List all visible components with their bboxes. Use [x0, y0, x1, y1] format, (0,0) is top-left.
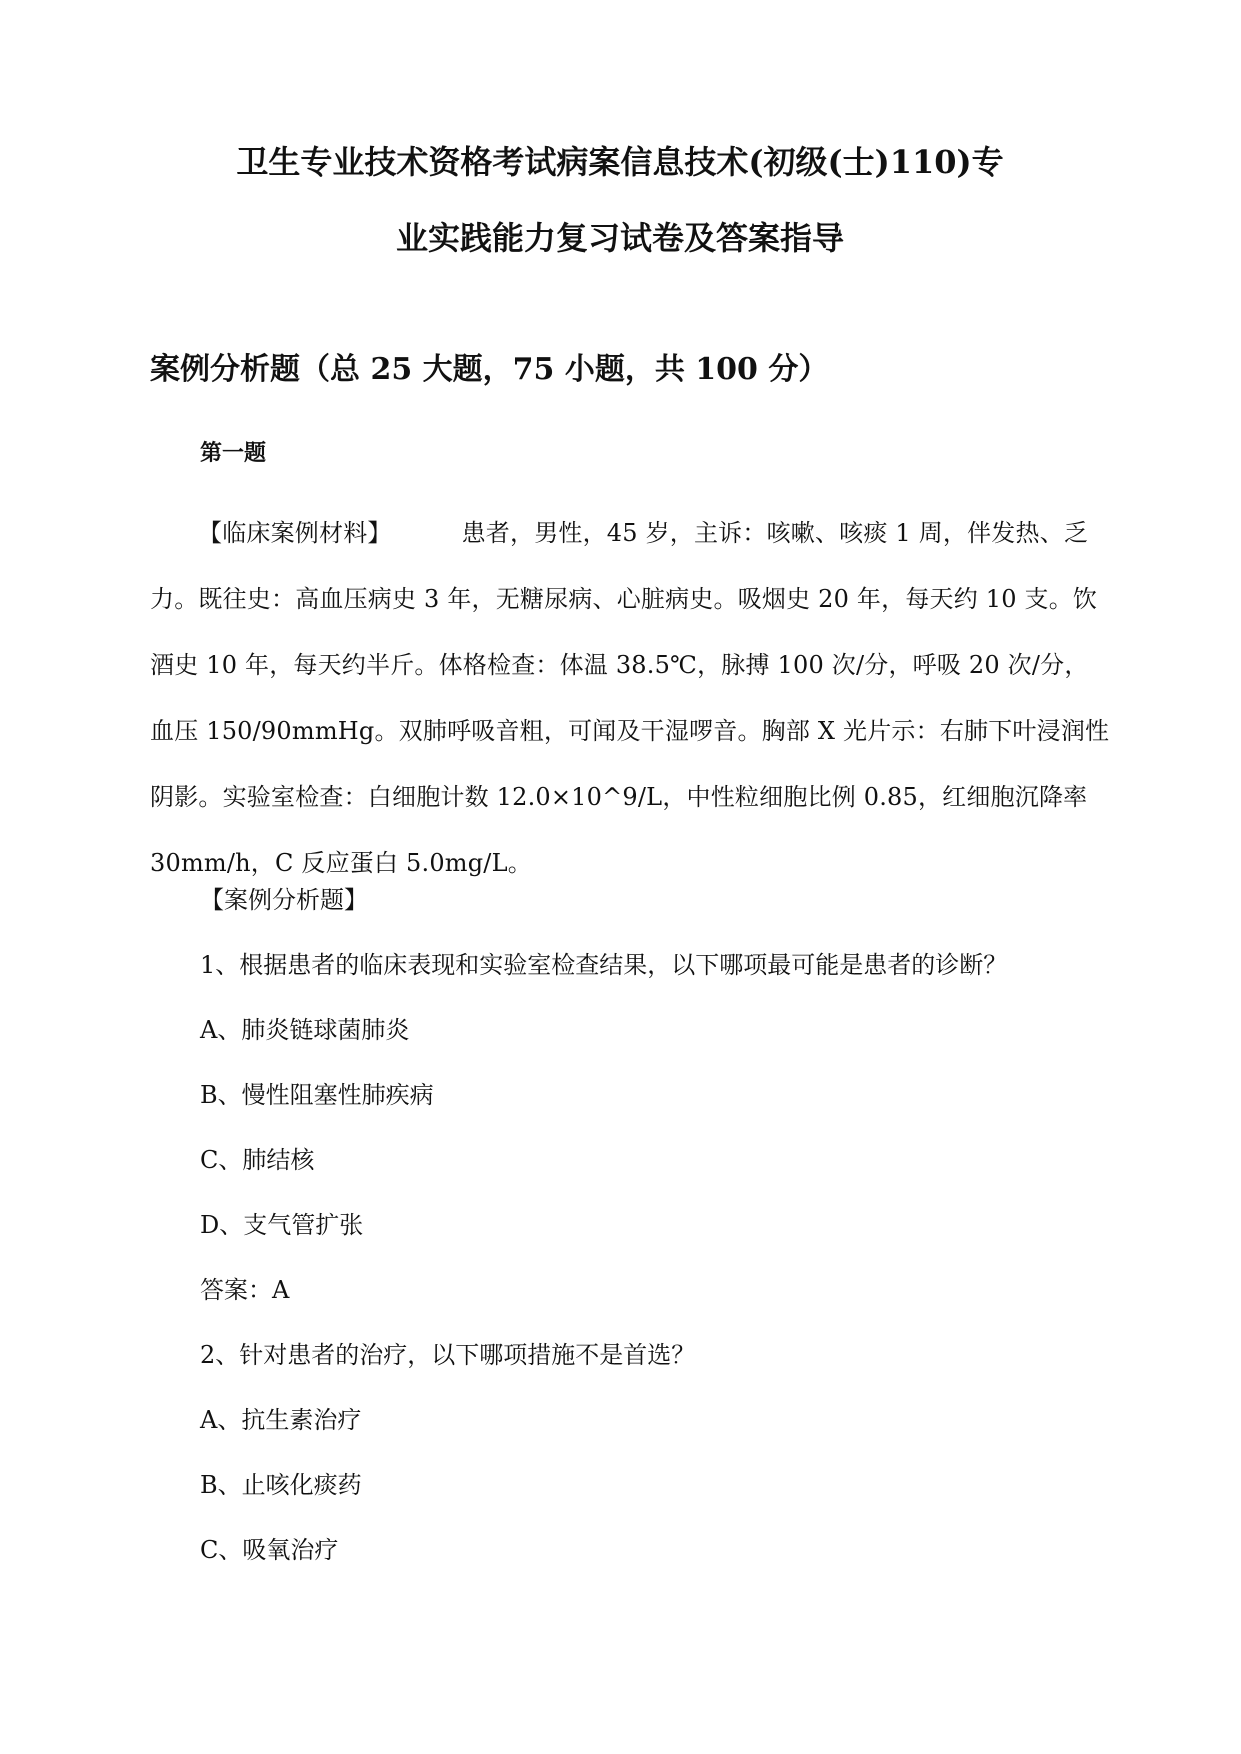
question-2-stem: 2、针对患者的治疗，以下哪项措施不是首选？ [200, 1341, 696, 1369]
section-heading: 案例分析题（总 25 大题，75 小题，共 100 分） [150, 352, 829, 387]
question-heading: 第一题 [200, 440, 267, 466]
question-2-option-b: B、止咳化痰药 [200, 1471, 362, 1499]
question-1-answer: 答案：A [200, 1276, 290, 1304]
case-line-2: 力。既往史：高血压病史 3 年，无糖尿病、心脏病史。吸烟史 20 年，每天约 10 支。饮 [150, 585, 1098, 613]
question-1-option-c: C、肺结核 [200, 1146, 315, 1174]
case-line-1 [150, 500, 1095, 566]
case-line-4: 血压 150/90mmHg。双肺呼吸音粗，可闻及干湿啰音。胸部 X 光片示：右肺下叶浸润性 [150, 717, 1110, 745]
case-line-5: 阴影。实验室检查：白细胞计数 12.0×10^9/L，中性粒细胞比例 0.85，红细胞沉降率 [150, 783, 1088, 811]
question-2-option-c: C、吸氧治疗 [200, 1536, 339, 1564]
case-material [150, 500, 1110, 896]
case-text: 患者，男性，45 岁，主诉：咳嗽、咳痰 1 周，伴发热、乏 [461, 519, 1089, 547]
question-1-option-d: D、支气管扩张 [200, 1211, 364, 1239]
case-line-6: 30mm/h，C 反应蛋白 5.0mg/L。 [150, 849, 532, 877]
case-line-3: 酒史 10 年，每天约半斤。体格检查：体温 38.5℃，脉搏 100 次/分，呼吸 20 次/分， [150, 651, 1089, 679]
question-1-option-a: A、肺炎链球菌肺炎 [200, 1016, 410, 1044]
case-material-tag: 【临床案例材料】 [198, 519, 392, 547]
question-1-stem: 1、根据患者的临床表现和实验室检查结果，以下哪项最可能是患者的诊断？ [200, 951, 1008, 979]
document-title-line-1: 卫生专业技术资格考试病案信息技术(初级(士)110)专 [236, 143, 1004, 181]
analysis-tag: 【案例分析题】 [200, 886, 368, 914]
document-title-line-2: 业实践能力复习试卷及答案指导 [395, 219, 844, 257]
question-2-option-a: A、抗生素治疗 [200, 1406, 362, 1434]
question-1-option-b: B、慢性阻塞性肺疾病 [200, 1081, 434, 1109]
